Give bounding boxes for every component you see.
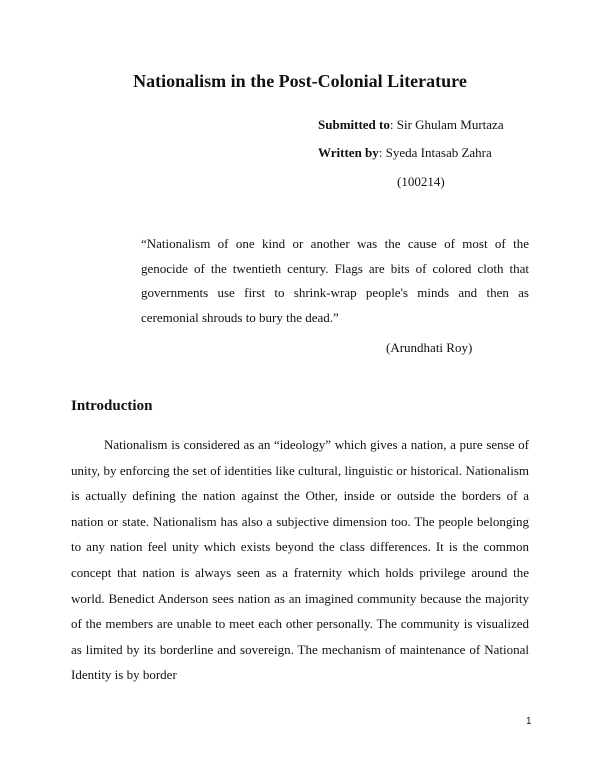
written-by-line (318, 144, 492, 162)
written-by-value: : Syeda Intasab Zahra (378, 145, 492, 160)
introduction-paragraph: Nationalism is considered as an “ideology” which gives a nation, a pure sense of unity, by enforcing the set of identities like cultural, linguistic or historical. Nationalism is actually defining the nation against the Other, inside or outside the borders of a nation or state. Nationalism has also a subjective dimension too. The people belonging to any nation feel unity which exists beyond the class differences. It is the common concept that nation is always seen as a fraternity which holds privilege around the world. Benedict Anderson sees nation as an imagined community because the majority of the members are unable to meet each other personally. The community is visualized as limited by its borderline and sovereign. The mechanism of maintenance of National Identity is by border (71, 437, 529, 683)
written-by-label: Written by (318, 145, 379, 160)
submitted-to-line (318, 116, 504, 134)
introduction-heading: Introduction (71, 398, 153, 414)
page-number: 1 (526, 716, 532, 727)
epigraph-quote: “Nationalism of one kind or another was the cause of most of the genocide of the twentieth century. Flags are bits of colored cloth that governments use first to shrink-wrap people's minds and then as ceremonial shrouds to bury the dead.” (141, 236, 529, 325)
submitted-to-label: Submitted to (318, 117, 390, 132)
student-id: (100214) (397, 174, 445, 189)
page-title: Nationalism in the Post-Colonial Literature (133, 71, 467, 91)
submitted-to-value: : Sir Ghulam Murtaza (389, 117, 504, 132)
epigraph-author: (Arundhati Roy) (386, 340, 473, 355)
